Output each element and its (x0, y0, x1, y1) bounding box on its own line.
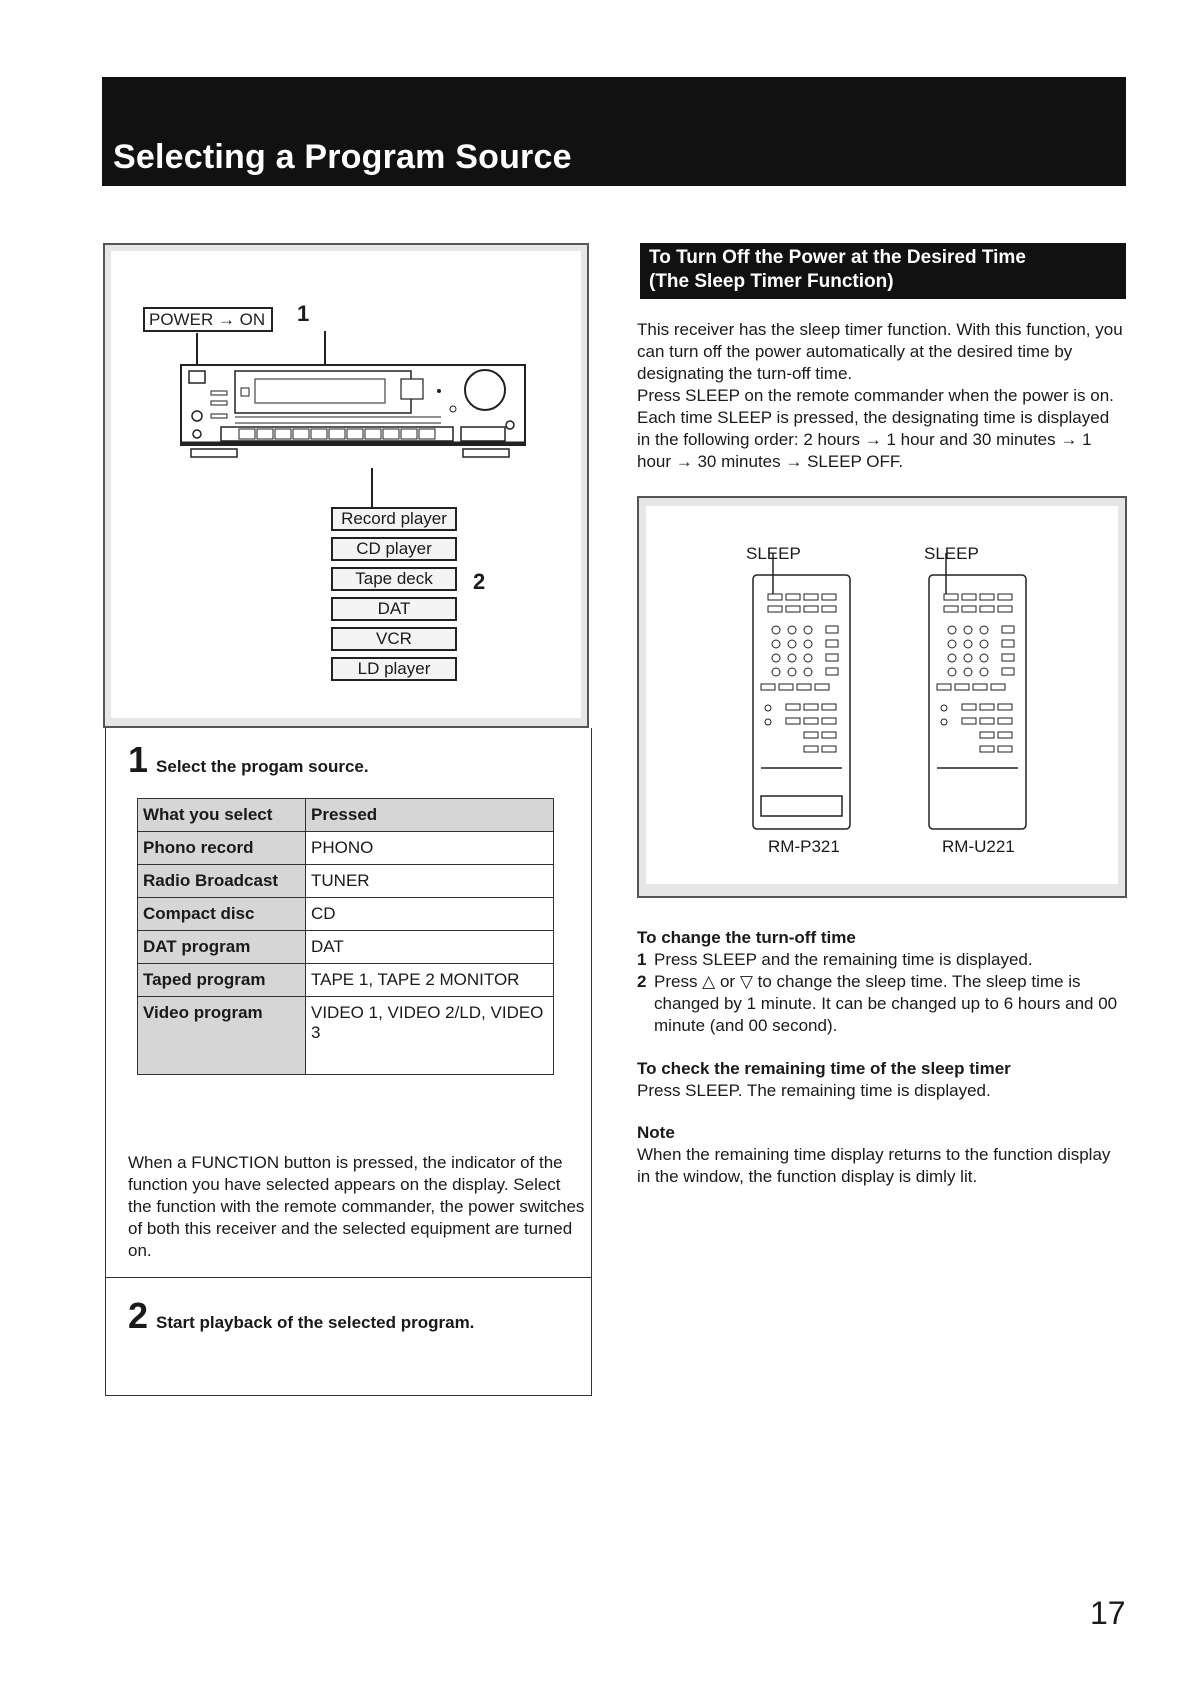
step-2-title: Start playback of the selected program. (156, 1313, 475, 1332)
page-title: Selecting a Program Source (113, 138, 572, 176)
power-on-label: POWER → ON (143, 307, 273, 332)
sleep-heading-line-2: (The Sleep Timer Function) (649, 271, 894, 292)
source-table (137, 798, 554, 1075)
callout-1: 1 (297, 301, 310, 326)
table-cell: Taped program (138, 964, 306, 997)
list-item-text: Press △ or ▽ to change the sleep time. The sleep time is changed by 1 minute. It can be changed up to 6 hours and 00 minute (and 00 second). (654, 972, 1118, 1035)
sleep-intro-block (637, 319, 1127, 473)
list-item (637, 971, 1127, 1037)
remote-left-drawing (753, 553, 850, 829)
table-cell: VIDEO 1, VIDEO 2/LD, VIDEO 3 (306, 997, 554, 1075)
table-cell: DAT (306, 931, 554, 964)
table-header-cell: Pressed (306, 799, 554, 832)
step-divider (106, 1277, 591, 1278)
source-item: Tape deck (331, 567, 457, 591)
remote-illustration (637, 496, 1127, 898)
sleep-button-label-right: SLEEP (924, 544, 979, 563)
table-cell: Radio Broadcast (138, 865, 306, 898)
table-header-cell: What you select (138, 799, 306, 832)
table-row (138, 898, 554, 931)
list-item (637, 949, 1127, 971)
change-time-section (637, 927, 1127, 1037)
source-item: VCR (331, 627, 457, 651)
check-time-heading: To check the remaining time of the sleep timer (637, 1059, 1011, 1078)
list-item-text: Press SLEEP and the remaining time is displayed. (654, 950, 1033, 969)
table-cell: PHONO (306, 832, 554, 865)
source-item: DAT (331, 597, 457, 621)
sleep-intro: This receiver has the sleep timer function. With this function, you can turn off the power automatically at the desired time by designating the turn-off time. (637, 320, 1123, 383)
step-2-heading (128, 1295, 475, 1336)
source-list (331, 507, 457, 687)
table-row (138, 865, 554, 898)
receiver-illustration (103, 243, 589, 728)
check-time-section (637, 1058, 1127, 1102)
table-cell: Compact disc (138, 898, 306, 931)
step-1-description: When a FUNCTION button is pressed, the indicator of the function you have selected appears on the display. Select the function with the remote commander, the power switches of both this receiver and the selected equipment are turned on. (128, 1153, 585, 1260)
steps-panel (105, 728, 592, 1396)
note-text: When the remaining time display returns to the function display in the window, the function display is dimly lit. (637, 1145, 1111, 1186)
check-time-text: Press SLEEP. The remaining time is displayed. (637, 1081, 991, 1100)
table-cell: TUNER (306, 865, 554, 898)
sleep-timer-heading-bar (640, 243, 1126, 299)
change-time-heading: To change the turn-off time (637, 928, 856, 947)
remote-right-drawing (929, 553, 1026, 829)
page-number: 17 (1090, 1595, 1126, 1631)
step-2-number: 2 (128, 1295, 149, 1336)
sleep-button-label-left: SLEEP (746, 544, 801, 563)
note-heading: Note (637, 1123, 675, 1142)
source-item: LD player (331, 657, 457, 681)
table-row (138, 997, 554, 1075)
table-cell: Phono record (138, 832, 306, 865)
callout-2: 2 (473, 569, 486, 594)
table-cell: DAT program (138, 931, 306, 964)
table-row (138, 931, 554, 964)
remote-model-left: RM-P321 (768, 837, 840, 856)
remote-drawing (646, 506, 1122, 888)
step-1-number: 1 (128, 739, 149, 780)
page-title-bar (102, 77, 1126, 186)
table-cell: Video program (138, 997, 306, 1075)
list-item-number: 1 (637, 950, 647, 969)
table-row (138, 832, 554, 865)
table-row (138, 964, 554, 997)
remote-model-right: RM-U221 (942, 837, 1015, 856)
source-item: CD player (331, 537, 457, 561)
table-header-row (138, 799, 554, 832)
step-1-heading (128, 739, 369, 780)
table-cell: TAPE 1, TAPE 2 MONITOR (306, 964, 554, 997)
note-section (637, 1122, 1127, 1188)
sleep-heading-line-1: To Turn Off the Power at the Desired Time (649, 247, 1026, 268)
table-cell: CD (306, 898, 554, 931)
source-item: Record player (331, 507, 457, 531)
step-1-title: Select the progam source. (156, 757, 369, 776)
sleep-instructions: Press SLEEP on the remote commander when the power is on. Each time SLEEP is pressed, the designating time is displayed in the following order: 2 hours → 1 hour and 30 minutes → 1 hour → 30 minutes → SLEEP OFF. (637, 386, 1114, 471)
list-item-number: 2 (637, 972, 647, 991)
